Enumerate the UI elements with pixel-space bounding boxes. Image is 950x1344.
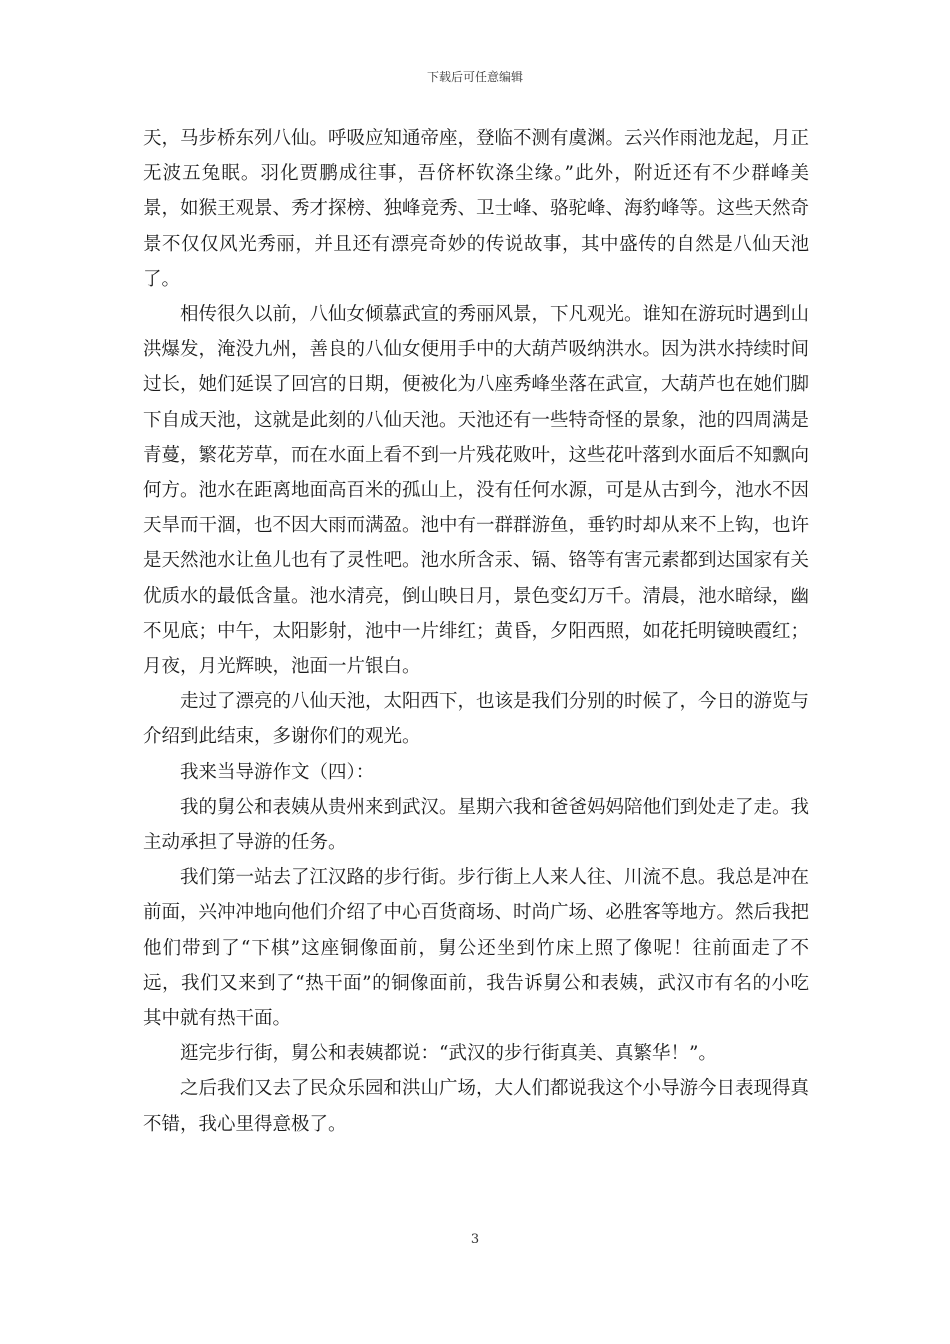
page-number: 3: [470, 1232, 480, 1247]
paragraph-ending: 之后我们又去了民众乐园和洪山广场，大人们都说我这个小导游今日表现得真不错，我心里得意极了。: [143, 1078, 810, 1135]
paragraph-closing: 走过了漂亮的八仙天池，太阳西下，也该是我们分别的时候了，今日的游览与介绍到此结束，多谢你们的观光。: [143, 691, 810, 748]
paragraph-intro: 我的舅公和表姨从贵州来到武汉。星期六我和爸爸妈妈陪他们到处走了走。我主动承担了导游的任务。: [143, 796, 810, 854]
paragraph-pedestrian-street: 我们第一站去了江汉路的步行街。步行街上人来人往、川流不息。我总是冲在前面，兴冲冲地向他们介绍了中心百货商场、时尚广场、必胜客等地方。然后我把他们带到了“下棋”这座铜像面前，舅公还坐到竹床上照了像呢！往前面走了不远，我们又来到了“热干面”的铜像面前，我告诉舅公和表姨，武汉市有名的小吃其中就有热干面。: [143, 867, 810, 1030]
paragraph-praise: 逛完步行街，舅公和表姨都说：“武汉的步行街真美、真繁华！”。: [180, 1043, 717, 1065]
paragraph-legend: 相传很久以前，八仙女倾慕武宣的秀丽风景，下凡观光。谁知在游玩时遇到山洪爆发，淹没九州，善良的八仙女便用手中的大葫芦吸纳洪水。因为洪水持续时间过长，她们延误了回宫的日期，便被化为八座秀峰坐落在武宣，大葫芦也在她们脚下自成天池，这就是此刻的八仙天池。天池还有一些特奇怪的景象，池的四周满是青蔓，繁花芳草，而在水面上看不到一片残花败叶，这些花叶落到水面后不知飘向何方。池水在距离地面高百米的孤山上，没有任何水源，可是从古到今，池水不因天旱而干涸，也不因大雨而满盈。池中有一群群游鱼，垂钓时却从来不上钩，也许是天然池水让鱼儿也有了灵性吧。池水所含汞、镉、铬等有害元素都到达国家有关优质水的最低含量。池水清亮，倒山映日月，景色变幻万千。清晨，池水暗绿，幽不见底；中午，太阳影射，池中一片绯红；黄昏，夕阳西照，如花托明镜映霞红；月夜，月光辉映，池面一片银白。: [143, 304, 810, 678]
section-title: 我来当导游作文（四）：: [180, 761, 375, 783]
paragraph-continuation: 天，马步桥东列八仙。呼吸应知通帝座，登临不测有虞渊。云兴作雨池龙起，月正无波五兔眠。羽化贾鹏成往事，吾侪杯钦涤尘缘。”此外，附近还有不少群峰美景，如猴王观景、秀才探榜、独峰竞秀、卫士峰、骆驼峰、海豹峰等。这些天然奇景不仅仅风光秀丽，并且还有漂亮奇妙的传说故事，其中盛传的自然是八仙天池了。: [143, 128, 810, 290]
page-header: 下载后可任意编辑: [426, 70, 523, 84]
document-body: [143, 121, 809, 1142]
